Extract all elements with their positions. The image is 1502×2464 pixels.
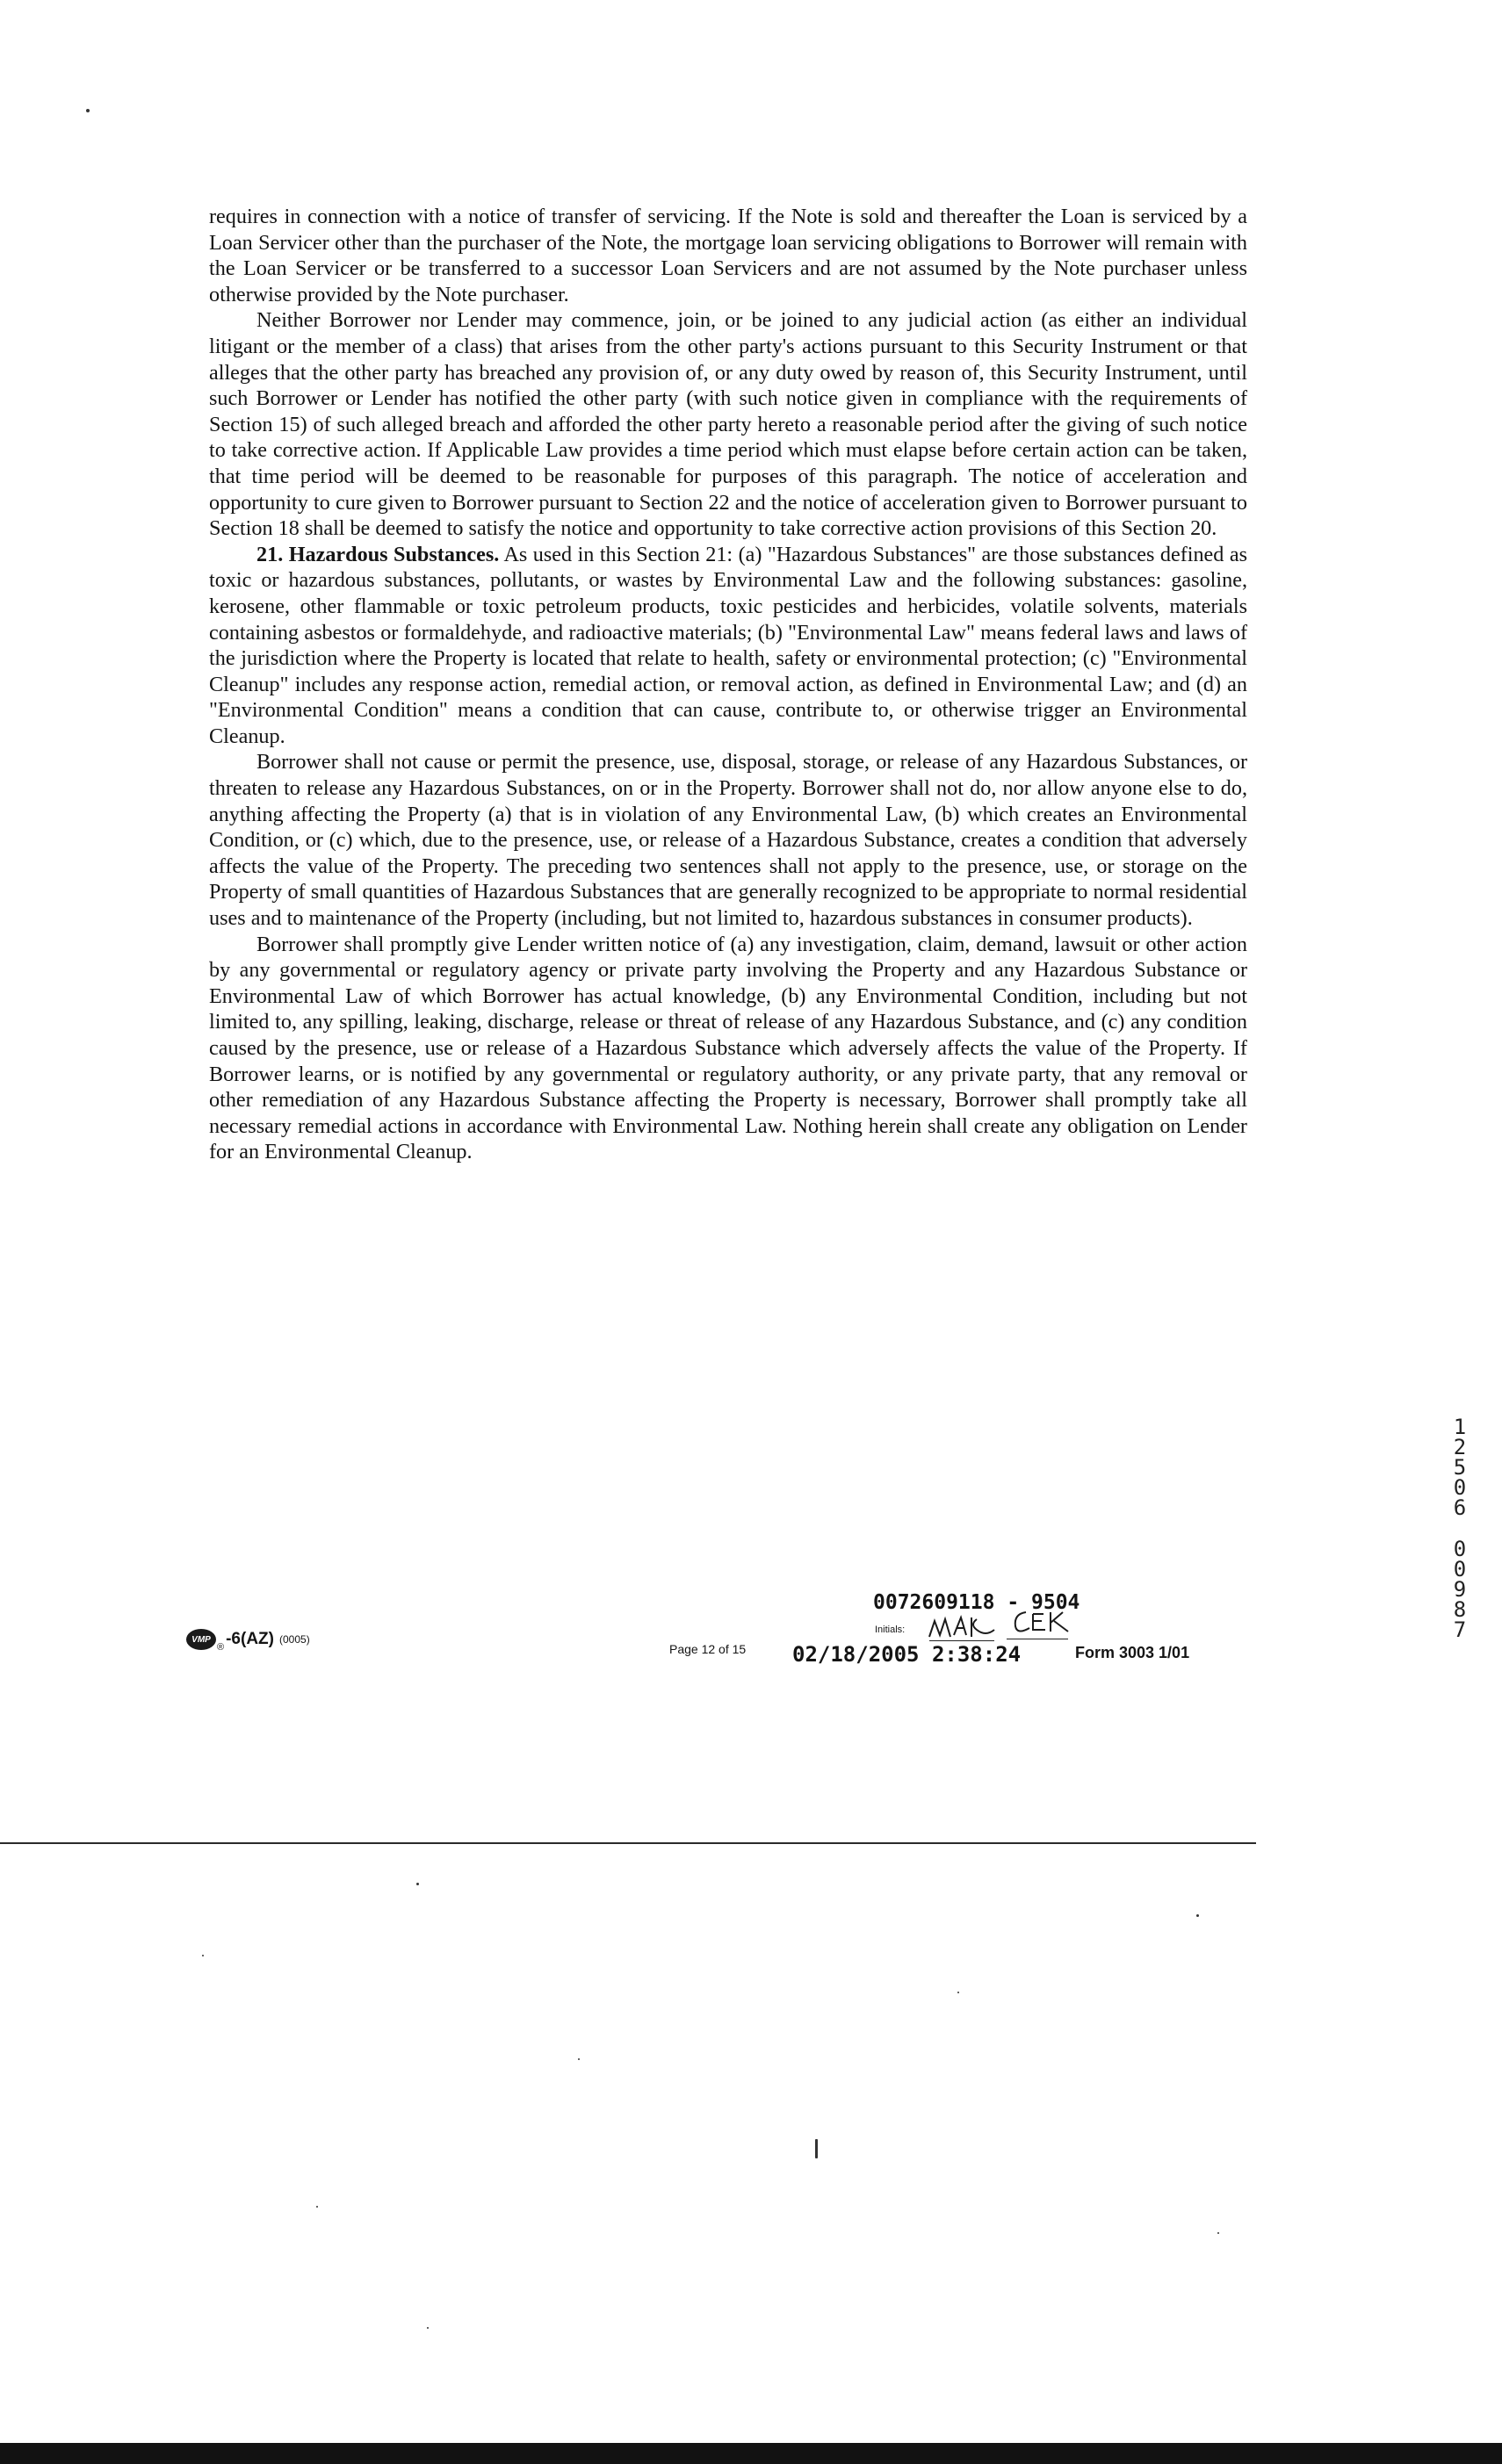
side-stamp-digit: 7 <box>1453 1617 1467 1642</box>
paragraph-hazardous-notice: Borrower shall promptly give Lender written notice of (a) any investigation, claim, demand, lawsuit or other action by any governmental or regulatory agency or private party involving the Property and any Hazardous Substance or Environmental Law of which Borrower has actual knowledge, (b) any Environmental Condition, including but not limited to, any spilling, leaking, discharge, release or threat of release of any Hazardous Substance, and (c) any condition caused by the presence, use or release of a Hazardous Substance which adversely affects the value of the Property. If Borrower learns, or is notified by any governmental or regulatory authority, or any private party, that any removal or other remediation of any Hazardous Substance affecting the Property is necessary, Borrower shall promptly take all necessary remedial actions in accordance with Environmental Law. Nothing herein shall create any obligation on Lender for an Environmental Cleanup. <box>209 932 1247 1164</box>
scan-speck <box>957 1992 959 1993</box>
timestamp: 02/18/2005 2:38:24 <box>792 1642 1022 1667</box>
scan-speck <box>316 2206 318 2208</box>
side-stamp-digit: 0 <box>1453 1475 1467 1500</box>
paragraph-hazardous-prohibition: Borrower shall not cause or permit the presence, use, disposal, storage, or release of any Hazardous Substances, or threaten to release any Hazardous Substances, on or in the Property. Borrower shall not do, nor allow anyone else to do, anything affecting the Property (a) that is in violation of any Environmental Law, (b) which creates an Environmental Condition, or (c) which, due to the presence, use, or release of a Hazardous Substance, creates a condition that adversely affects the value of the Property. The preceding two sentences shall not apply to the presence, use, or storage on the Property of small quantities of Hazardous Substances that are generally recognized to be appropriate to normal residential uses and to maintenance of the Property (including, but not limited to, hazardous substances in consumer products). <box>209 750 1247 931</box>
loan-number: 0072609118 - 9504 <box>873 1591 1080 1614</box>
form-date: (0005) <box>279 1633 310 1646</box>
page-number: Page 12 of 15 <box>669 1642 747 1656</box>
registered-mark: ® <box>217 1642 225 1653</box>
side-stamp-digit: 0 <box>1453 1537 1467 1561</box>
scan-speck <box>578 2058 580 2060</box>
side-stamp-digit: 8 <box>1453 1597 1467 1622</box>
side-stamp-digit: 1 <box>1453 1415 1467 1439</box>
vmp-logo <box>186 1626 310 1653</box>
section-21-heading: 21. Hazardous Substances. <box>256 542 500 566</box>
scan-speck <box>202 1955 204 1956</box>
side-stamp-number <box>1449 1417 1470 1640</box>
initials-label: Initials: <box>875 1625 906 1635</box>
side-stamp-digit: 6 <box>1453 1495 1467 1520</box>
borrower-initials-signature <box>928 1612 1001 1640</box>
scan-speck <box>427 2327 429 2329</box>
scan-speck <box>86 109 90 112</box>
form-code: -6(AZ) <box>226 1630 274 1648</box>
paragraph-hazardous-definitions <box>209 542 1247 750</box>
scan-speck <box>1196 1914 1199 1917</box>
paragraph-judicial-action: Neither Borrower nor Lender may commence, join, or be joined to any judicial action (as either an individual litigant or the member of a class) that arises from the other party's actions pursuant to this Security Instrument or that alleges that the other party has breached any provision of, or any duty owed by reason of, this Security Instrument, until such Borrower or Lender has notified the other party (with such notice given in compliance with the requirements of Section 15) of such alleged breach and afforded the other party hereto a reasonable period after the giving of such notice to take corrective action. If Applicable Law provides a time period which must elapse before certain action can be taken, that time period will be deemed to be reasonable for purposes of this paragraph. The notice of acceleration and opportunity to cure given to Borrower pursuant to Section 22 and the notice of acceleration given to Borrower pursuant to Section 18 shall be deemed to satisfy the notice and opportunity to take corrective action provisions of this Section 20. <box>209 308 1247 541</box>
side-stamp-digit: 2 <box>1453 1435 1467 1459</box>
paragraph-servicing-transfer: requires in connection with a notice of transfer of servicing. If the Note is sold and thereafter the Loan is serviced by a Loan Servicer other than the purchaser of the Note, the mortgage loan servicing obligations to Borrower will remain with the Loan Servicer or be transferred to a successor Loan Servicers and are not assumed by the Note purchaser unless otherwise provided by the Note purchaser. <box>209 205 1247 306</box>
co-borrower-initials-signature <box>1010 1607 1079 1637</box>
scan-divider-line <box>0 1842 1256 1844</box>
form-number: Form 3003 1/01 <box>1075 1644 1190 1661</box>
scan-speck <box>1217 2232 1219 2234</box>
side-stamp-digit: 0 <box>1453 1557 1467 1581</box>
scan-speck <box>416 1883 419 1885</box>
side-stamp-digit: 5 <box>1453 1455 1467 1480</box>
section-21-text: As used in this Section 21: (a) "Hazardous Substances" are those substances defined as toxic or hazardous substances, pollutants, or wastes by Environmental Law and the following substances: gasoline, kerosene, other flammable or toxic petroleum products, toxic pesticides and herbicides, volatile solvents, materials containing asbestos or formaldehyde, and radioactive materials; (b) "Environmental Law" means federal laws and laws of the jurisdiction where the Property is located that relate to health, safety or environmental protection; (c) "Environmental Cleanup" includes any response action, remedial action, or removal action, as defined in Environmental Law; and (d) an "Environmental Condition" means a condition that can cause, contribute to, or otherwise trigger an Environmental Cleanup. <box>209 542 1247 748</box>
side-stamp-digit: 9 <box>1453 1577 1467 1602</box>
scan-bottom-edge <box>0 2443 1502 2464</box>
vmp-logo-mark: VMP <box>186 1629 216 1650</box>
document-body <box>209 204 1247 1165</box>
scan-mark <box>815 2139 818 2158</box>
initials-line-1 <box>929 1640 994 1641</box>
